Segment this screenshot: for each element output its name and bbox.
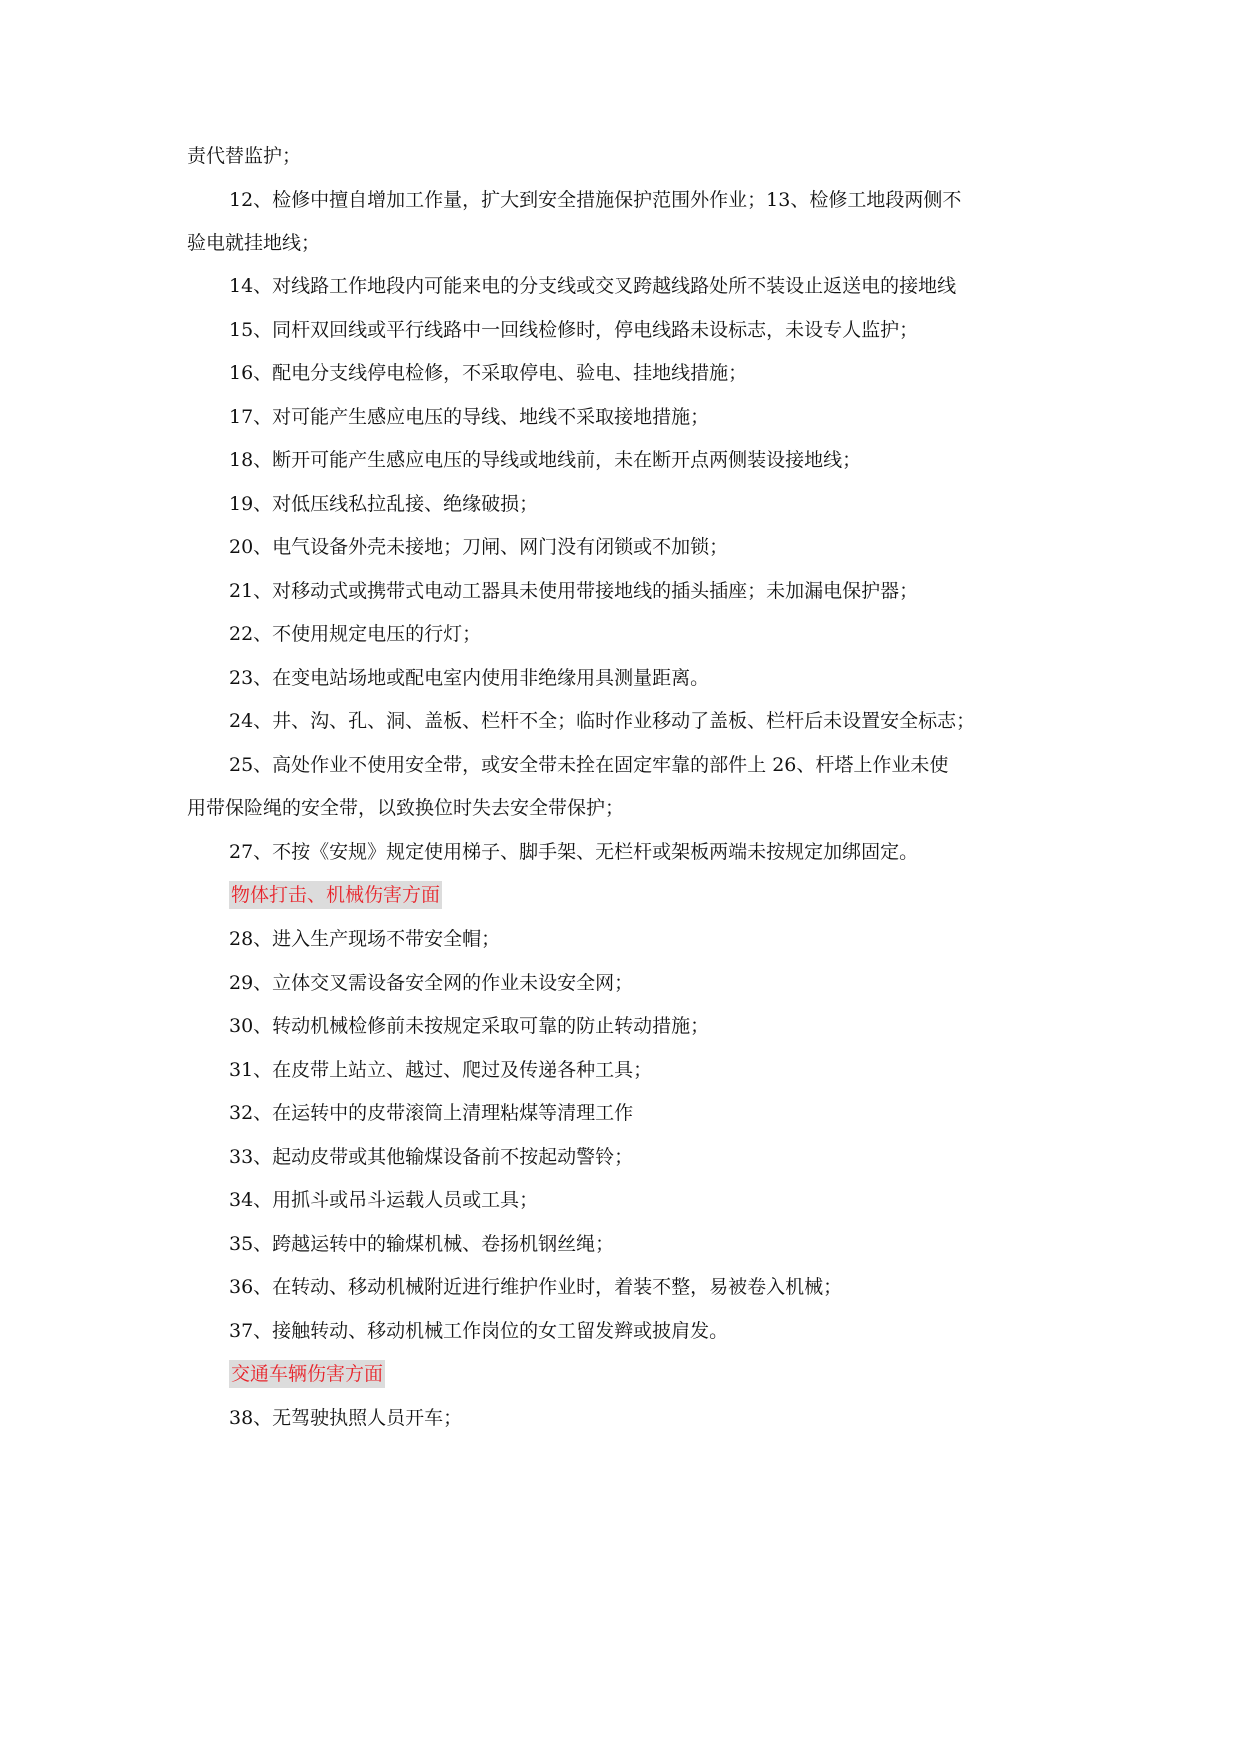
text-line: 21、对移动式或携带式电动工器具未使用带接地线的插头插座；未加漏电保护器； [229,580,919,602]
text-line: 24、井、沟、孔、洞、盖板、栏杆不全；临时作业移动了盖板、栏杆后未设置安全标志； [229,710,976,732]
section-heading: 交通车辆伤害方面 [229,1360,385,1388]
text-line: 19、对低压线私拉乱接、绝缘破损； [229,493,539,515]
text-line: 36、在转动、移动机械附近进行维护作业时，着装不整，易被卷入机械； [229,1276,843,1298]
text-line: 17、对可能产生感应电压的导线、地线不采取接地措施； [229,406,710,428]
text-line: 37、接触转动、移动机械工作岗位的女工留发辫或披肩发。 [229,1320,729,1342]
text-line: 33、起动皮带或其他输煤设备前不按起动警铃； [229,1146,634,1168]
text-line: 38、无驾驶执照人员开车； [229,1407,463,1429]
text-line: 31、在皮带上站立、越过、爬过及传递各种工具； [229,1059,653,1081]
text-line: 32、在运转中的皮带滚筒上清理粘煤等清理工作 [229,1102,634,1124]
text-line: 18、断开可能产生感应电压的导线或地线前，未在断开点两侧装设接地线； [229,449,862,471]
text-line: 27、不按《安规》规定使用梯子、脚手架、无栏杆或架板两端未按规定加绑固定。 [229,841,919,863]
text-line: 30、转动机械检修前未按规定采取可靠的防止转动措施； [229,1015,710,1037]
text-line: 用带保险绳的安全带，以致换位时失去安全带保护； [187,797,625,819]
text-line: 28、进入生产现场不带安全帽； [229,928,501,950]
text-line: 29、立体交叉需设备安全网的作业未设安全网； [229,972,634,994]
text-line: 12、检修中擅自增加工作量，扩大到安全措施保护范围外作业；13、检修工地段两侧不 [229,189,962,211]
text-line: 23、在变电站场地或配电室内使用非绝缘用具测量距离。 [229,667,710,689]
text-line: 35、跨越运转中的输煤机械、卷扬机钢丝绳； [229,1233,615,1255]
section-heading: 物体打击、机械伤害方面 [229,881,442,909]
text-line: 验电就挂地线； [187,232,321,254]
text-line: 34、用抓斗或吊斗运载人员或工具； [229,1189,539,1211]
text-line: 16、配电分支线停电检修，不采取停电、验电、挂地线措施； [229,362,748,384]
text-line: 25、高处作业不使用安全带，或安全带未拴在固定牢靠的部件上 26、杆塔上作业未使 [229,754,949,776]
text-line: 责代替监护； [187,145,302,167]
text-line: 15、同杆双回线或平行线路中一回线检修时，停电线路未设标志，未设专人监护； [229,319,919,341]
text-line: 20、电气设备外壳未接地；刀闸、网门没有闭锁或不加锁； [229,536,729,558]
text-line: 22、不使用规定电压的行灯； [229,623,482,645]
text-line: 14、对线路工作地段内可能来电的分支线或交叉跨越线路处所不装设止返送电的接地线 [229,275,957,297]
